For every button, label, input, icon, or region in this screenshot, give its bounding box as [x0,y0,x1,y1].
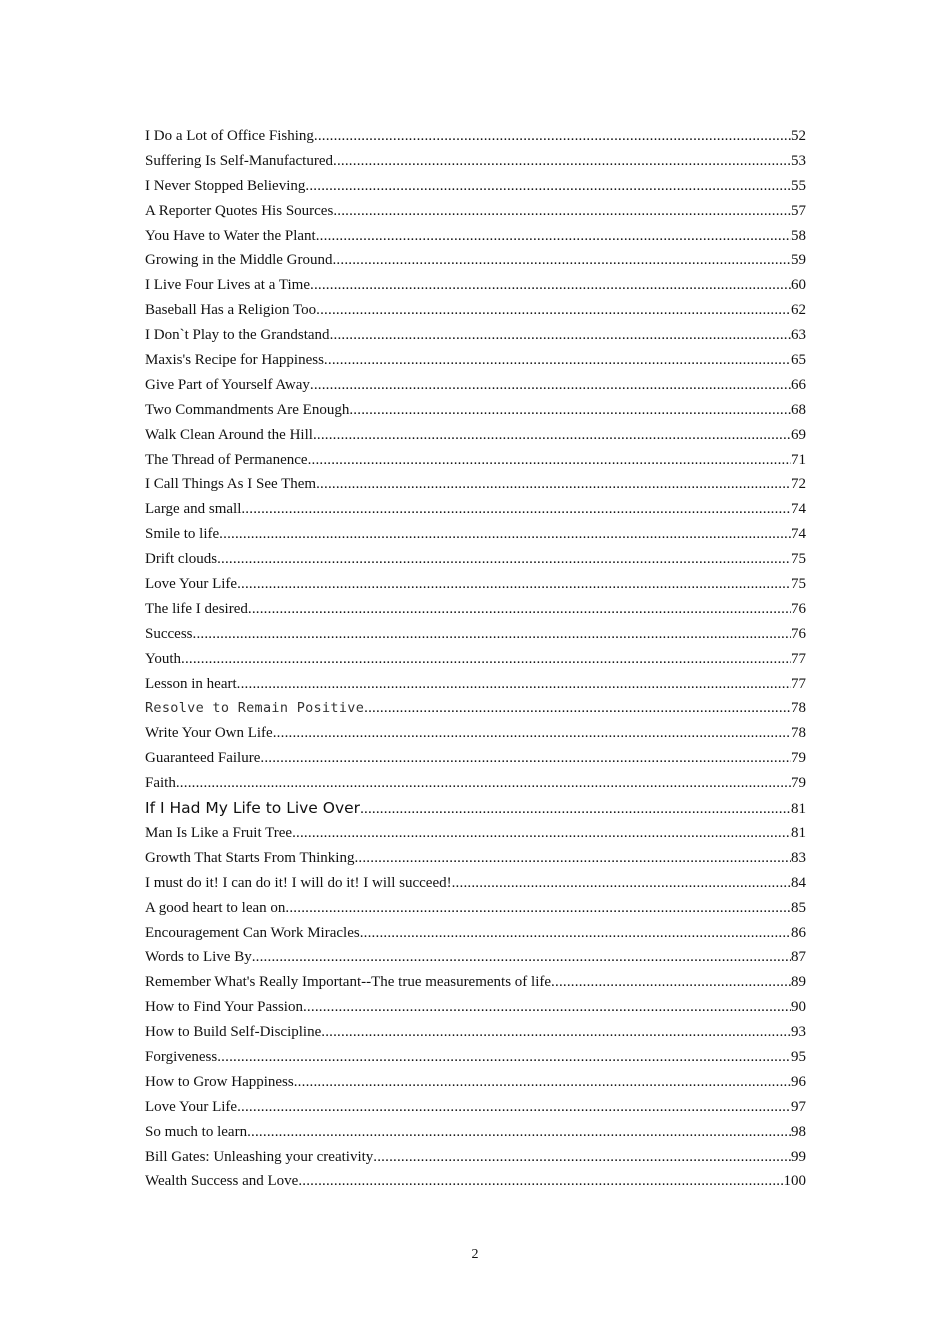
toc-entry-page: 83 [791,849,806,866]
toc-entry[interactable] [145,970,806,995]
toc-dot-leader [247,1120,791,1145]
toc-entry-page: 75 [791,551,806,568]
toc-dot-leader [321,1020,791,1045]
toc-dot-leader [303,995,791,1020]
toc-entry[interactable] [145,273,806,298]
toc-entry-page: 76 [791,600,806,617]
toc-entry-page: 78 [791,725,806,742]
toc-entry-page: 52 [791,128,806,144]
toc-dot-leader [237,672,791,697]
toc-entry-page: 74 [791,501,806,518]
table-of-contents [145,124,806,1194]
toc-entry-page: 84 [791,874,806,891]
toc-entry-title: Love Your Life [145,576,238,593]
toc-entry-title: A Reporter Quotes His Sources [145,202,334,219]
toc-entry-title: Wealth Success and Love [145,1173,299,1190]
toc-entry-title: Guaranteed Failure [145,750,261,767]
toc-entry-title: I must do it! I can do it! I will do it! I will succeed! [145,874,452,891]
toc-entry-title: Drift clouds [145,551,218,568]
toc-entry-page: 77 [791,675,806,692]
toc-entry[interactable] [145,846,806,871]
toc-entry-page: 59 [791,252,806,269]
toc-dot-leader [237,572,791,597]
toc-entry-page: 81 [791,824,806,841]
toc-dot-leader [176,771,791,796]
toc-dot-leader [360,797,791,822]
toc-entry[interactable] [145,1095,806,1120]
toc-entry[interactable] [145,199,806,224]
toc-entry-page: 75 [791,576,806,593]
toc-entry-title: I Live Four Lives at a Time [145,277,310,294]
toc-entry-page: 78 [791,700,806,717]
toc-dot-leader [332,248,791,273]
toc-dot-leader [330,323,791,348]
toc-entry[interactable] [145,1070,806,1095]
toc-entry-title: Encouragement Can Work Miracles [145,924,360,941]
toc-entry[interactable] [145,373,806,398]
toc-entry-title: Forgiveness [145,1048,218,1065]
toc-dot-leader [316,224,791,249]
toc-entry-page: 93 [791,1024,806,1041]
toc-dot-leader [452,871,791,896]
toc-entry-page: 100 [783,1173,806,1190]
toc-entry-page: 62 [791,302,806,319]
toc-dot-leader [310,273,791,298]
toc-dot-leader [252,945,791,970]
toc-entry-page: 87 [791,949,806,966]
toc-entry[interactable] [145,672,806,697]
toc-entry-title: If I Had My Life to Live Over [145,799,361,818]
toc-entry[interactable] [145,921,806,946]
toc-entry-page: 77 [791,650,806,667]
toc-entry[interactable] [145,622,806,647]
toc-entry[interactable] [145,796,806,821]
toc-entry-title: Man Is Like a Fruit Tree [145,824,293,841]
toc-entry-title: I Call Things As I See Them [145,476,317,493]
toc-dot-leader [273,721,791,746]
toc-entry-title: I Never Stopped Believing [145,177,306,194]
toc-entry[interactable] [145,1020,806,1045]
toc-entry-title: You Have to Water the Plant [145,227,316,244]
toc-entry-page: 79 [791,775,806,792]
toc-dot-leader [324,348,791,373]
toc-entry-page: 90 [791,999,806,1016]
toc-entry-page: 69 [791,426,806,443]
toc-entry[interactable] [145,896,806,921]
toc-entry-title: Two Commandments Are Enough [145,401,350,418]
toc-dot-leader [364,696,791,721]
toc-entry-title: Write Your Own Life [145,725,273,742]
toc-entry-title: A good heart to lean on [145,899,286,916]
toc-dot-leader [285,896,791,921]
toc-entry-title: So much to learn [145,1123,248,1140]
toc-entry-page: 85 [791,899,806,916]
toc-entry-page: 76 [791,625,806,642]
toc-entry-title: How to Grow Happiness [145,1073,294,1090]
toc-entry-page: 63 [791,327,806,344]
toc-dot-leader [217,547,791,572]
toc-entry-title: I Don`t Play to the Grandstand [145,327,330,344]
toc-entry-title: Bill Gates: Unleashing your creativity [145,1148,374,1165]
toc-entry-title: Resolve to Remain Positive [145,700,365,717]
toc-entry-title: Growing in the Middle Ground [145,252,333,269]
toc-entry[interactable] [145,1045,806,1070]
toc-entry-page: 58 [791,227,806,244]
toc-dot-leader [373,1145,791,1170]
toc-entry-title: Baseball Has a Religion Too [145,302,317,319]
toc-entry-title: Words to Live By [145,949,252,966]
toc-entry-page: 95 [791,1048,806,1065]
toc-dot-leader [193,622,792,647]
toc-entry-title: Suffering Is Self-Manufactured [145,152,333,169]
toc-entry[interactable] [145,124,806,149]
toc-dot-leader [237,1095,791,1120]
toc-dot-leader [349,398,791,423]
toc-entry-title: Walk Clean Around the Hill [145,426,313,443]
toc-entry-title: Faith [145,775,176,792]
toc-entry-page: 99 [791,1148,806,1165]
toc-entry-page: 55 [791,177,806,194]
toc-entry-title: Love Your Life [145,1098,238,1115]
toc-entry-page: 79 [791,750,806,767]
toc-entry[interactable] [145,871,806,896]
toc-entry-page: 57 [791,202,806,219]
toc-dot-leader [248,597,791,622]
toc-entry[interactable] [145,423,806,448]
toc-entry[interactable] [145,572,806,597]
toc-entry[interactable] [145,174,806,199]
toc-entry-title: The Thread of Permanence [145,451,308,468]
toc-entry-page: 98 [791,1123,806,1140]
toc-dot-leader [241,497,791,522]
toc-entry-title: Remember What's Really Important--The true measurements of life [145,974,552,991]
toc-entry-page: 71 [791,451,806,468]
toc-dot-leader [316,472,791,497]
toc-dot-leader [308,448,791,473]
toc-entry[interactable] [145,995,806,1020]
toc-entry[interactable] [145,547,806,572]
toc-entry-title: How to Find Your Passion [145,999,303,1016]
toc-entry-page: 89 [791,974,806,991]
toc-entry-title: Smile to life [145,526,220,543]
toc-entry[interactable] [145,721,806,746]
toc-dot-leader [305,174,791,199]
toc-entry[interactable] [145,746,806,771]
toc-entry-page: 81 [791,801,806,818]
toc-entry-page: 72 [791,476,806,493]
toc-entry[interactable] [145,771,806,796]
toc-dot-leader [354,846,791,871]
toc-entry[interactable] [145,323,806,348]
toc-dot-leader [313,423,791,448]
toc-entry-page: 60 [791,277,806,294]
toc-entry[interactable] [145,945,806,970]
toc-entry[interactable] [145,597,806,622]
toc-dot-leader [292,821,791,846]
toc-entry[interactable] [145,821,806,846]
toc-entry-page: 97 [791,1098,806,1115]
toc-entry-title: Maxis's Recipe for Happiness [145,352,324,369]
toc-entry[interactable] [145,298,806,323]
toc-entry[interactable] [145,224,806,249]
toc-dot-leader [333,199,791,224]
toc-entry-title: I Do a Lot of Office Fishing [145,128,314,144]
toc-entry[interactable] [145,149,806,174]
toc-entry-title: Large and small [145,501,242,518]
toc-entry-page: 86 [791,924,806,941]
toc-dot-leader [294,1070,791,1095]
toc-dot-leader [219,522,791,547]
toc-entry[interactable] [145,448,806,473]
toc-dot-leader [551,970,791,995]
toc-dot-leader [260,746,791,771]
toc-entry-page: 74 [791,526,806,543]
toc-entry[interactable] [145,248,806,273]
toc-entry-page: 65 [791,352,806,369]
toc-dot-leader [310,373,791,398]
toc-dot-leader [181,647,791,672]
toc-dot-leader [316,298,791,323]
toc-entry[interactable] [145,348,806,373]
toc-entry-title: How to Build Self-Discipline [145,1024,322,1041]
toc-entry[interactable] [145,1169,806,1194]
toc-entry-title: Success [145,625,193,642]
toc-dot-leader [314,124,791,149]
toc-entry[interactable] [145,647,806,672]
toc-entry-title: Give Part of Yourself Away [145,376,310,393]
toc-entry-page: 68 [791,401,806,418]
toc-entry-page: 53 [791,152,806,169]
toc-entry[interactable] [145,1120,806,1145]
toc-entry[interactable] [145,696,806,721]
toc-entry[interactable] [145,398,806,423]
page-number: 2 [471,1247,479,1262]
toc-entry-page: 66 [791,376,806,393]
toc-entry-title: The life I desired [145,600,248,617]
toc-entry[interactable] [145,1145,806,1170]
toc-dot-leader [217,1045,791,1070]
toc-entry-page: 96 [791,1073,806,1090]
toc-dot-leader [298,1169,783,1194]
toc-entry[interactable] [145,497,806,522]
toc-entry-title: Lesson in heart [145,675,237,692]
toc-entry-title: Growth That Starts From Thinking [145,849,355,866]
toc-dot-leader [333,149,791,174]
toc-dot-leader [360,921,791,946]
toc-entry-title: Youth [145,650,181,667]
toc-entry[interactable] [145,472,806,497]
toc-entry[interactable] [145,522,806,547]
